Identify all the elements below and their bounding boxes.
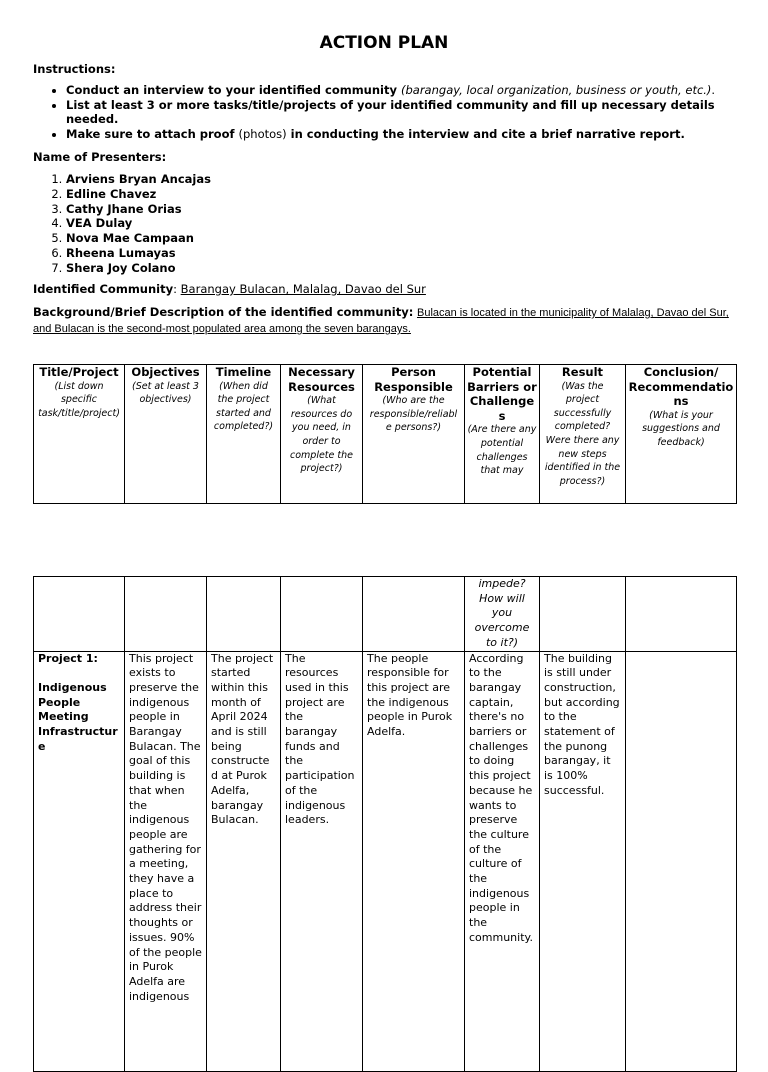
project-person-responsible: The people responsible for this project are the indigenous people in Purok Adelfa. [363, 651, 465, 1071]
header-person-responsible: Person Responsible (Who are the responsible/reliable persons?) [363, 365, 465, 504]
presenter-item: 2. Edline Chavez [66, 187, 211, 202]
table-row-project-1 [34, 651, 737, 1071]
instructions-label: Instructions: [33, 62, 116, 76]
background-value: Bulacan is located in the municipality of Malalag, Davao del Sur, and Bulacan is the second-most populated area among the seven barangays. [33, 307, 729, 335]
instructions-list [33, 83, 731, 141]
background-label: Background/Brief Description of the identified community: [33, 305, 414, 319]
header-timeline: Timeline (When did the project started and completed?) [207, 365, 281, 504]
community-label: Identified Community [33, 282, 174, 296]
page-title: ACTION PLAN [319, 33, 449, 53]
background-description [33, 305, 738, 337]
header-conclusion: Conclusion/ Recommendations (What is your suggestions and feedback) [626, 365, 737, 504]
table-row-header-continuation [34, 577, 737, 652]
project-name: Indigenous People Meeting Infrastructure [38, 680, 118, 753]
presenter-item: 6. Rheena Lumayas [66, 246, 211, 261]
instruction-item: • List at least 3 or more tasks/title/projects of your identified community and fill up necessary details needed. [66, 98, 731, 127]
project-resources: The resources used in this project are the barangay funds and the participation of the indigenous leaders. [281, 651, 363, 1071]
presenter-item: 5. Nova Mae Campaan [66, 231, 211, 246]
project-conclusion [626, 651, 737, 1071]
presenter-item: 1. Arviens Bryan Ancajas [66, 172, 211, 187]
header-barriers: Potential Barriers or Challenges (Are there any potential challenges that may [465, 365, 540, 504]
action-plan-body-table [33, 576, 737, 1072]
project-objectives: This project exists to preserve the indigenous people in Barangay Bulacan. The goal of this building is that when the indigenous people are gathering for a meeting, they have a place to address their thoughts or issues. 90% of the people in Purok Adelfa are indigenous [125, 651, 207, 1071]
project-barriers: According to the barangay captain, there's no barriers or challenges to doing this project because he wants to preserve the culture of the culture of the indigenous people in the community. [465, 651, 540, 1071]
presenter-item: 3. Cathy Jhane Orias [66, 202, 211, 217]
presenter-item: 7. Shera Joy Colano [66, 261, 211, 276]
header-resources: Necessary Resources (What resources do you need, in order to complete the project?) [281, 365, 363, 504]
instruction-item: • Make sure to attach proof (photos) in conducting the interview and cite a brief narrative report. [66, 127, 731, 142]
project-timeline: The project started within this month of April 2024 and is still being constructed at Purok Adelfa, barangay Bulacan. [207, 651, 281, 1071]
instruction-item: • Conduct an interview to your identified community (barangay, local organization, business or youth, etc.). [66, 83, 731, 98]
header-barriers-continued: impede? How will you overcome to it?) [465, 577, 540, 652]
header-result: Result (Was the project successfully completed? Were there any new steps identified in the process?) [540, 365, 626, 504]
presenter-item: 4. VEA Dulay [66, 216, 211, 231]
header-objectives: Objectives (Set at least 3 objectives) [125, 365, 207, 504]
presenters-label: Name of Presenters: [33, 150, 167, 164]
action-plan-header-table [33, 364, 737, 504]
header-title-project: Title/Project (List down specific task/title/project) [34, 365, 125, 504]
identified-community: Identified Community: Barangay Bulacan, Malalag, Davao del Sur [33, 282, 426, 296]
presenters-list [33, 172, 211, 276]
project-result: The building is still under construction, but according to the statement of the punong barangay, it is 100% successful. [540, 651, 626, 1071]
community-value: Barangay Bulacan, Malalag, Davao del Sur [180, 282, 426, 296]
project-title-cell [34, 651, 125, 1071]
project-number: Project 1: [38, 651, 98, 665]
